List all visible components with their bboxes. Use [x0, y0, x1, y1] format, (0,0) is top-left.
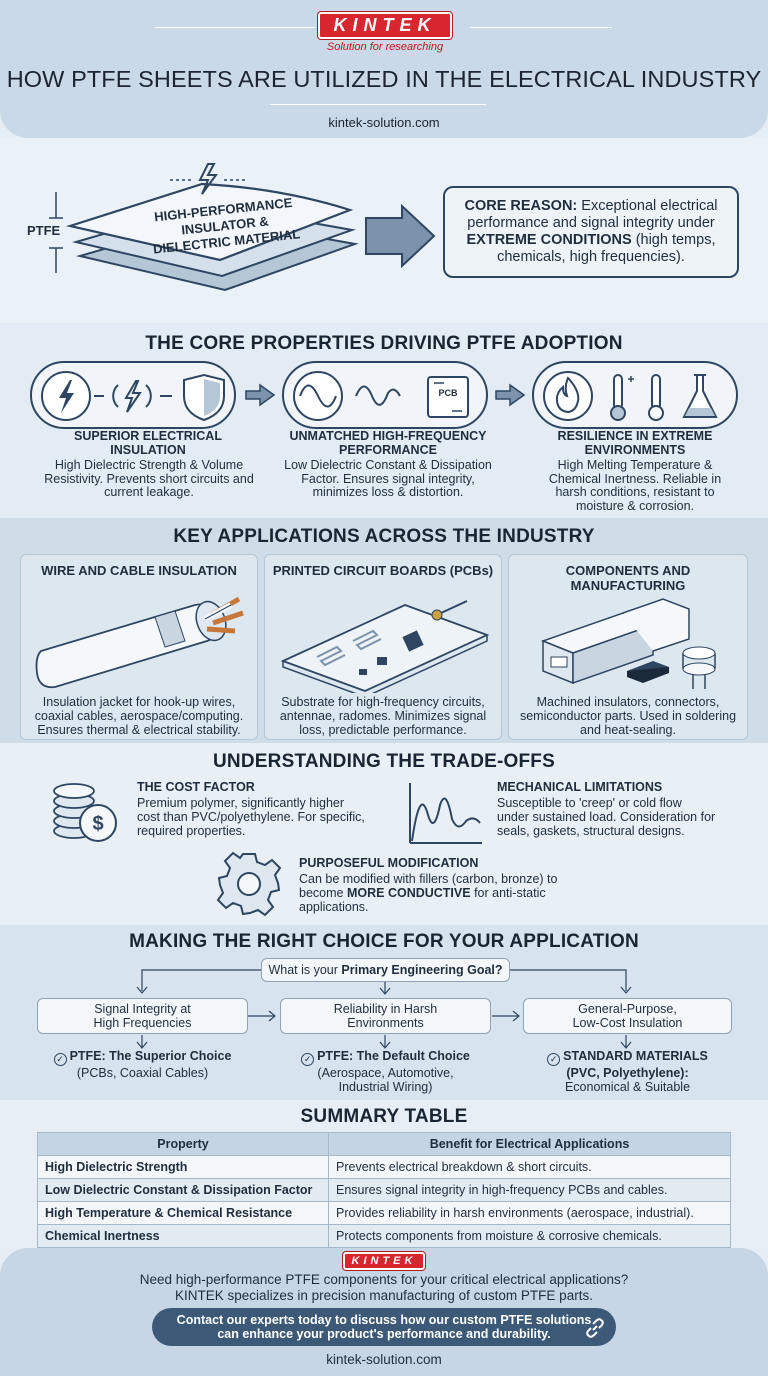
table-cell: High Dielectric Strength [38, 1156, 329, 1179]
pcb-chip-label: PCB [438, 388, 458, 398]
page-title: HOW PTFE SHEETS ARE UTILIZED IN THE ELECTRICAL INDUSTRY [6, 66, 762, 92]
goal-line: Signal Integrity at [94, 1002, 191, 1016]
engineering-goal-question [261, 958, 510, 982]
summary-section [0, 1100, 768, 1248]
core-reason-box [443, 186, 739, 278]
check-circle-icon: ✓ [301, 1053, 314, 1066]
cable-illustration [35, 591, 247, 691]
goal-option-low-cost[interactable] [523, 998, 732, 1034]
divider [155, 27, 315, 28]
pcb-illustration [277, 589, 491, 693]
result-line: Industrial Wiring) [338, 1080, 433, 1094]
result-line: Economical & Suitable [564, 1080, 691, 1094]
logo[interactable]: KINTEK [318, 12, 452, 39]
divider [470, 27, 612, 28]
hero-section [0, 138, 768, 323]
card-title: WIRE AND CABLE INSULATION [41, 563, 237, 578]
link-icon [584, 1317, 606, 1339]
modification-description [299, 872, 579, 914]
tradeoffs-heading: UNDERSTANDING THE TRADE-OFFS [213, 751, 555, 772]
creep-graph-icon [404, 781, 484, 847]
header [0, 0, 768, 138]
card-description: Insulation jacket for hook-up wires, coaxial cables, aerospace/computing. Ensures thermal & electrical stability. [34, 695, 244, 737]
choice-section [0, 925, 768, 1100]
property-pill-insulation [30, 361, 236, 429]
applications-section [0, 518, 768, 743]
application-card-pcb [264, 554, 502, 740]
properties-heading: THE CORE PROPERTIES DRIVING PTFE ADOPTION [145, 333, 623, 354]
goal-line: Environments [347, 1016, 424, 1030]
property-pill-frequency [282, 361, 488, 429]
table-cell: Prevents electrical breakdown & short circuits. [329, 1156, 731, 1179]
mechanical-title: MECHANICAL LIMITATIONS [497, 780, 663, 794]
goal-line: General-Purpose, [578, 1002, 677, 1016]
table-cell: Ensures signal integrity in high-frequency PCBs and cables. [329, 1179, 731, 1202]
goal-line: Reliability in Harsh [333, 1002, 438, 1016]
property-title-frequency: UNMATCHED HIGH-FREQUENCY PERFORMANCE [289, 429, 487, 457]
table-row [38, 1179, 731, 1202]
question-prefix: What is your [268, 963, 338, 977]
svg-text:$: $ [92, 813, 104, 835]
footer-line: Need high-performance PTFE components for your critical electrical applications? [139, 1272, 629, 1287]
check-circle-icon: ✓ [54, 1053, 67, 1066]
mechanical-description: Susceptible to 'creep' or cold flow under sustained load. Consideration for seals, gaskets, structural designs. [497, 796, 716, 838]
goal-line: Low-Cost Insulation [572, 1016, 683, 1030]
property-desc-insulation: High Dielectric Strength & Volume Resistivity. Prevents short circuits and current leakage. [44, 458, 254, 499]
check-circle-icon: ✓ [547, 1053, 560, 1066]
card-title: COMPONENTS AND MANUFACTURING [565, 563, 691, 593]
result-line: (PVC, Polyethylene): [566, 1066, 689, 1080]
goal-option-reliability[interactable] [280, 998, 491, 1034]
application-card-components [508, 554, 748, 740]
application-card-wire [20, 554, 258, 740]
coins-dollar-icon [50, 777, 120, 845]
table-cell: Protects components from moisture & corrosive chemicals. [329, 1225, 731, 1248]
question-strong: Primary Engineering Goal? [341, 963, 503, 977]
property-desc-frequency: Low Dielectric Constant & Dissipation Factor. Ensures signal integrity, minimizes loss & distortion. [284, 458, 492, 499]
choice-heading: MAKING THE RIGHT CHOICE FOR YOUR APPLICATION [129, 931, 639, 952]
table-cell: Chemical Inertness [38, 1225, 329, 1248]
card-description: Machined insulators, connectors, semiconductor parts. Used in soldering and heat-sealing. [519, 695, 737, 737]
table-cell: Provides reliability in harsh environments (aerospace, industrial). [329, 1202, 731, 1225]
property-title-insulation: SUPERIOR ELECTRICAL INSULATION [74, 429, 222, 457]
summary-table [37, 1132, 731, 1248]
contact-cta-button[interactable] [152, 1308, 616, 1346]
arrow-icon [244, 383, 276, 407]
card-description: Substrate for high-frequency circuits, antennae, radomes. Minimizes signal loss, predictable performance. [279, 695, 487, 737]
core-reason-strong: EXTREME CONDITIONS [466, 232, 632, 248]
footer [0, 1248, 768, 1376]
property-pill-environment [532, 361, 738, 429]
table-cell: High Temperature & Chemical Resistance [38, 1202, 329, 1225]
goal-line: High Frequencies [93, 1016, 192, 1030]
result-line: (Aerospace, Automotive, [317, 1066, 454, 1080]
summary-heading: SUMMARY TABLE [300, 1106, 468, 1127]
cost-title: THE COST FACTOR [137, 780, 255, 794]
table-row [38, 1156, 731, 1179]
cta-line: Contact our experts today to discuss how our custom PTFE solutions [176, 1313, 592, 1327]
sheet-title: HIGH-PERFORMANCE INSULATOR & DIELECTRIC MATERIAL [152, 194, 301, 257]
modification-strong: MORE CONDUCTIVE [346, 886, 471, 900]
footer-website-link[interactable]: kintek-solution.com [326, 1352, 442, 1367]
website-link[interactable]: kintek-solution.com [328, 115, 440, 130]
result-low-cost [523, 1049, 732, 1094]
divider [270, 104, 486, 105]
arrow-icon [494, 383, 526, 407]
cta-line: can enhance your product's performance and durability. [217, 1327, 551, 1341]
card-title: PRINTED CIRCUIT BOARDS (PCBs) [272, 563, 494, 578]
property-title-environment: RESILIENCE IN EXTREME ENVIRONMENTS [557, 429, 713, 457]
table-cell: Low Dielectric Constant & Dissipation Factor [38, 1179, 329, 1202]
modification-text: Can be modified with fillers (carbon, bronze) to become [299, 872, 558, 900]
result-title: PTFE: The Default Choice [317, 1049, 470, 1063]
footer-line: KINTEK specializes in precision manufacturing of custom PTFE parts. [175, 1288, 593, 1303]
insulation-icons [32, 363, 238, 429]
table-row [38, 1225, 731, 1248]
tagline: Solution for researching [326, 41, 444, 53]
environment-icons [534, 363, 740, 429]
goal-option-signal[interactable] [37, 998, 248, 1034]
tradeoffs-section [0, 743, 768, 925]
applications-heading: KEY APPLICATIONS ACROSS THE INDUSTRY [173, 526, 595, 547]
core-reason-text: Exceptional electrical performance and signal integrity under [467, 198, 718, 231]
modification-text-2: for anti-static applications. [299, 886, 546, 914]
result-reliability [280, 1049, 491, 1094]
column-header: Benefit for Electrical Applications [329, 1133, 731, 1156]
modification-title: PURPOSEFUL MODIFICATION [299, 856, 479, 870]
column-header: Property [38, 1133, 329, 1156]
gear-icon [216, 851, 282, 917]
ptfe-label: PTFE [27, 223, 61, 238]
footer-logo[interactable]: KINTEK [343, 1252, 425, 1270]
table-row [38, 1202, 731, 1225]
cost-description: Premium polymer, significantly higher cost than PVC/polyethylene. For specific, required properties. [137, 796, 365, 838]
core-reason-lead: CORE REASON: [464, 198, 578, 214]
property-desc-environment: High Melting Temperature & Chemical Inertness. Reliable in harsh conditions, resistant to moisture & corrosion. [548, 458, 722, 513]
properties-section [0, 323, 768, 518]
core-reason-text-2: (high temps, chemicals, high frequencies). [497, 232, 716, 265]
result-title: PTFE: The Superior Choice [69, 1049, 232, 1063]
components-illustration [523, 591, 735, 695]
result-title: STANDARD MATERIALS [563, 1049, 708, 1063]
result-signal [37, 1049, 248, 1080]
result-line: (PCBs, Coaxial Cables) [76, 1066, 209, 1080]
